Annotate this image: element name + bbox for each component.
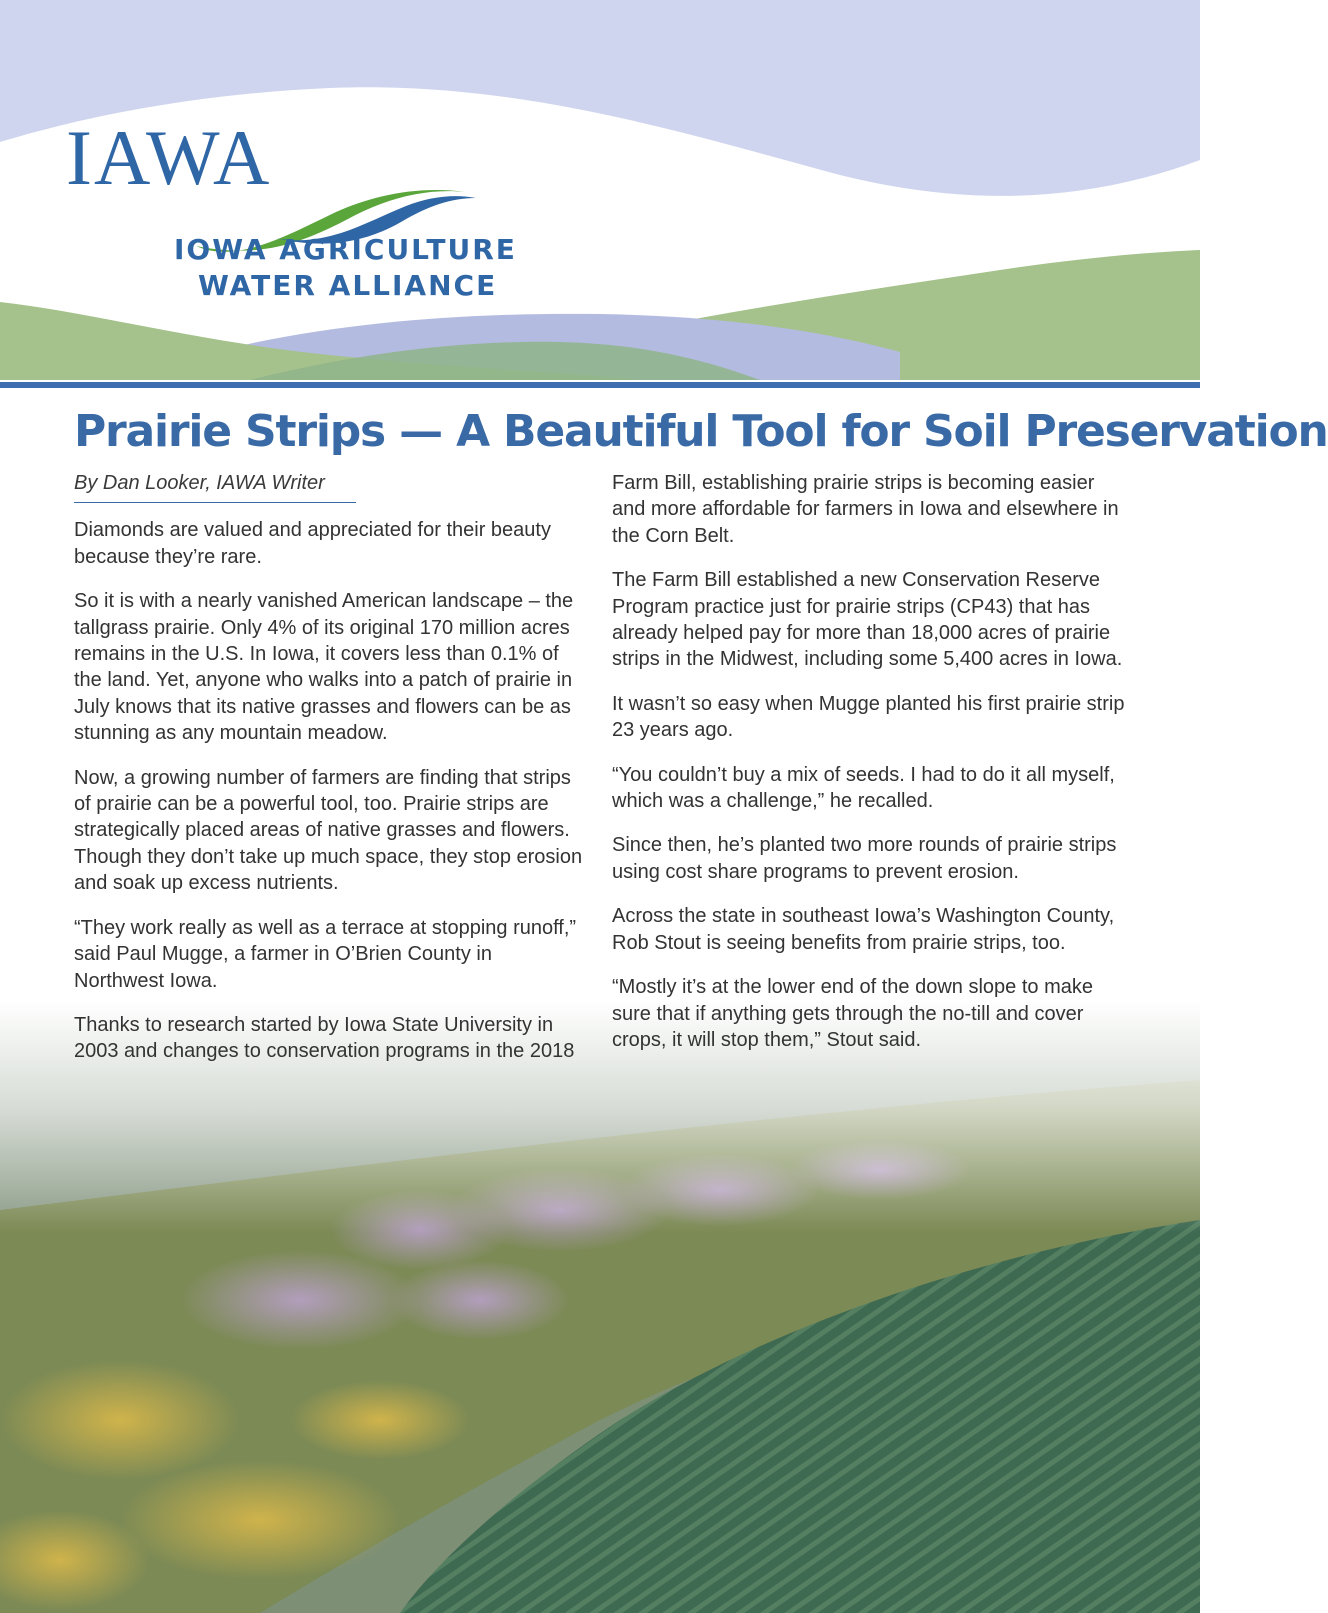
prairie-photo — [0, 1000, 1200, 1613]
paragraph: Diamonds are valued and appreciated for their beauty because they’re rare. — [74, 519, 551, 568]
paragraph: Farm Bill, establishing prairie strips is becoming easier and more affordable for farmers in Iowa and elsewhere in the Corn Belt. — [612, 472, 1119, 547]
paragraph: It wasn’t so easy when Mugge planted his first prairie strip 23 years ago. — [612, 692, 1125, 742]
paragraph: The Farm Bill established a new Conservation Reserve Program practice just for prairie strips (CP43) that has already helped pay for more than 18,000 acres of prairie strips in the Midwest, including some 5,400 acres in Iowa. — [612, 569, 1123, 671]
paragraph: “Mostly it’s at the lower end of the down slope to make sure that if anything gets through the no-till and cover crops, it will stop them,” Stout said. — [612, 976, 1093, 1051]
logo-wordmark: IAWA — [66, 114, 272, 201]
paragraph: “They work really as well as a terrace at stopping runoff,” said Paul Mugge, a farmer in O’Brien County in Northwest Iowa. — [74, 916, 577, 992]
paragraph: Now, a growing number of farmers are finding that strips of prairie can be a powerful tool, too. Prairie strips are strategically placed areas of native grasses and flowers. Though they don’t take up much space, they stop erosion and soak up excess nutrients. — [74, 766, 583, 895]
logo-line-2: WATER ALLIANCE — [198, 269, 498, 302]
article-title: Prairie Strips — A Beautiful Tool for Soil Preservation — [74, 406, 1328, 457]
paragraph: So it is with a nearly vanished American landscape – the tallgrass prairie. Only 4% of its original 170 million acres remains in the U.S. In Iowa, it covers less than 0.1% of the land. Yet, anyone who walks into a patch of prairie in July knows that its native grasses and flowers can be as stunning as any mountain meadow. — [74, 590, 574, 745]
paragraph: Thanks to research started by Iowa State University in 2003 and changes to conservation programs in the 2018 — [74, 1013, 575, 1063]
logo-line-1: IOWA AGRICULTURE — [174, 233, 517, 266]
byline: By Dan Looker, IAWA Writer — [74, 470, 356, 503]
article-column-right — [612, 470, 1132, 1071]
paragraph: Across the state in southeast Iowa’s Washington County, Rob Stout is seeing benefits from prairie strips, too. — [612, 905, 1115, 954]
iawa-logo — [66, 114, 517, 308]
paragraph: “You couldn’t buy a mix of seeds. I had to do it all myself, which was a challenge,” he recalled. — [612, 763, 1115, 813]
paragraph: Since then, he’s planted two more rounds of prairie strips using cost share programs to prevent erosion. — [612, 834, 1117, 883]
article-column-left — [74, 470, 584, 1083]
header-rule — [0, 382, 1200, 388]
